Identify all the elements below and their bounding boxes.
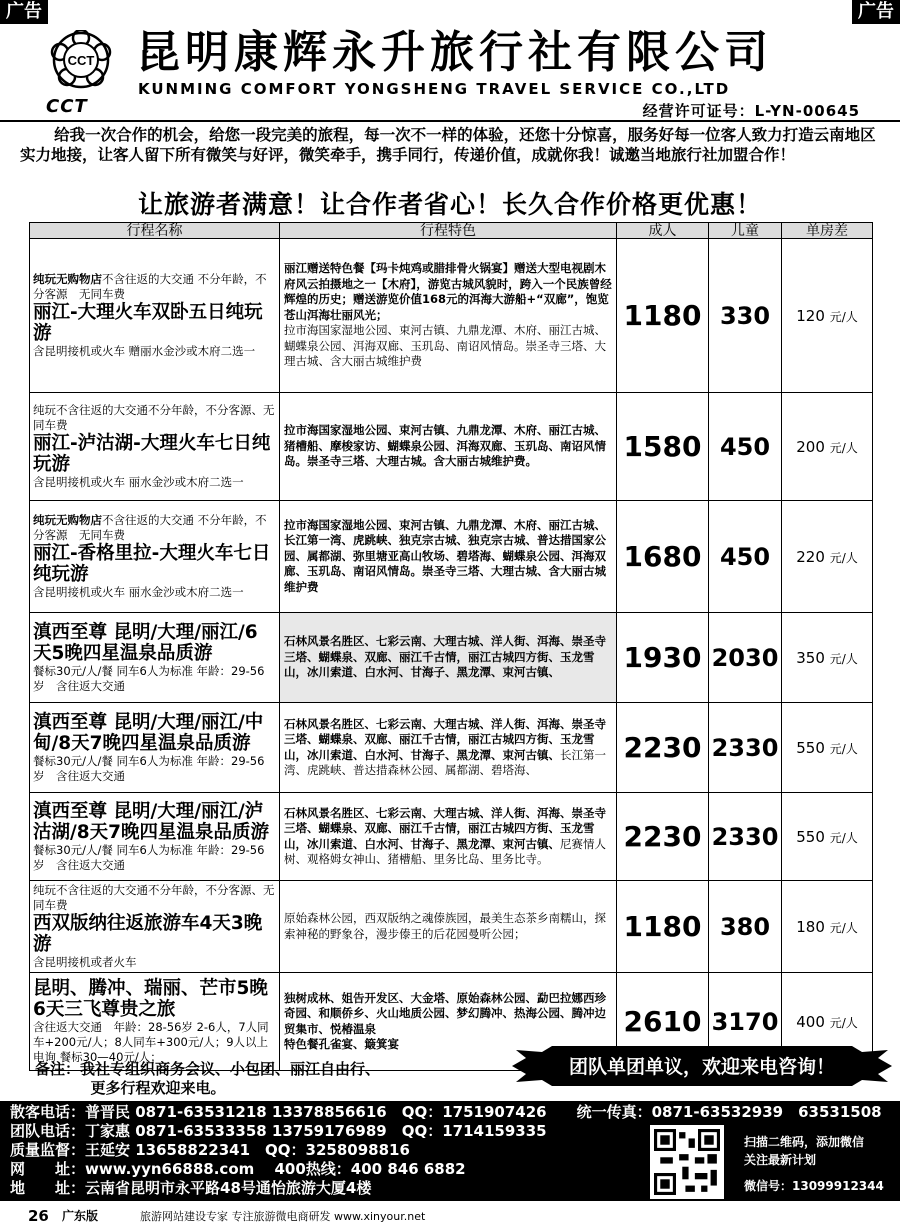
qr-caption: 扫描二维码，添加微信 关注最新计划 微信号：13099912344 (744, 1135, 884, 1193)
table-row: 纯玩不含往返的大交通不分年龄，不分客源、无同车费 西双版纳往返旅游车4天3晚游 含昆明接机或者火车 原始森林公园，西双版纳之魂傣族园，最美生态茶乡南糯山，探索神秘的野象谷，漫步傣王的后花园曼听公园； 1180 380 180 元/人 (30, 881, 873, 973)
single-supplement: 400 元/人 (782, 973, 873, 1071)
adult-price: 2230 (617, 703, 709, 793)
child-price: 2330 (709, 703, 782, 793)
adult-price: 2230 (617, 793, 709, 881)
group-inquiry-banner (512, 1046, 892, 1086)
table-row: 滇西至尊 昆明/大理/丽江/6天5晚四星温泉品质游 餐标30元/人/餐 同车6人为标准 年龄：29-56岁 含往返大交通 石林风景名胜区、七彩云南、大理古城、洋人街、洱海、崇圣寺三塔、蝴蝶泉、双廊、丽江千古情，丽江古城四方街、玉龙雪山，冰川索道、白水河、甘海子、黑龙潭、束河古镇、 1930 2030 350 元/人 (30, 613, 873, 703)
qr-code-icon (650, 1125, 724, 1199)
ad-label-right: 广告 (852, 0, 900, 24)
tour-title: 昆明、腾冲、瑞丽、芒市5晚6天三飞尊贵之旅 (33, 978, 268, 1020)
quality-supervision: 质量监督：王延安 13658822341 QQ：3258098816 (10, 1141, 410, 1159)
child-price: 450 (709, 393, 782, 501)
itinerary-table (29, 222, 873, 1071)
single-supplement: 350 元/人 (782, 613, 873, 703)
tour-title: 丽江-泸沽湖-大理火车七日纯玩游 (33, 433, 271, 475)
company-name-cn: 昆明康辉永升旅行社有限公司 (136, 27, 773, 78)
logo-cct-text: CCT (46, 96, 88, 117)
svg-text:CCT: CCT (67, 53, 95, 68)
col-header-name: 行程名称 (30, 223, 280, 239)
page-footer (0, 1203, 900, 1230)
col-header-child: 儿童 (709, 223, 782, 239)
edition-label: 广东版 (62, 1209, 99, 1223)
child-price: 3170 (709, 973, 782, 1071)
table-header (30, 223, 873, 239)
intro-invite: 诚邀当地旅行社加盟合作！ (609, 145, 796, 164)
remarks: 备注：我社专组织商务会议、小包团、丽江自由行、 更多行程欢迎来电。 (35, 1060, 381, 1097)
tour-title: 滇西至尊 昆明/大理/丽江/中甸/8天7晚四星温泉品质游 (33, 711, 264, 754)
contact-footer (0, 1101, 900, 1201)
retail-phone: 散客电话：普晋民 0871-63531218 13378856616 QQ：1751907426 统一传真：0871-63532939 63531508 (10, 1103, 882, 1121)
table-row: 纯玩不含往返的大交通不分年龄，不分客源、无同车费 丽江-泸沽湖-大理火车七日纯玩游 含昆明接机或火车 丽水金沙或木府二选一 拉市海国家湿地公园、束河古镇、九鼎龙潭、木府、丽江古城、猪槽船、摩梭家访、蝴蝶泉公园、洱海双廊、玉玑岛、南诏风情岛。崇圣寺三塔、大理古城。含大丽古城维护费。 1580 450 200 元/人 (30, 393, 873, 501)
ad-label-left: 广告 (0, 0, 48, 24)
svg-text:团队单团单议，欢迎来电咨询！: 团队单团单议，欢迎来电咨询！ (568, 1056, 836, 1078)
tour-title: 丽江-大理火车双卧五日纯玩游 (33, 302, 263, 344)
child-price: 2030 (709, 613, 782, 703)
single-supplement: 120 元/人 (782, 239, 873, 393)
adult-price: 1580 (617, 393, 709, 501)
adult-price: 2610 (617, 973, 709, 1071)
tour-title: 西双版纳往返旅游车4天3晚游 (33, 913, 263, 955)
child-price: 450 (709, 501, 782, 613)
child-price: 330 (709, 239, 782, 393)
child-price: 380 (709, 881, 782, 973)
page-number: 26 (28, 1207, 49, 1225)
single-supplement: 220 元/人 (782, 501, 873, 613)
col-header-features: 行程特色 (280, 223, 617, 239)
single-supplement: 200 元/人 (782, 393, 873, 501)
company-name-en: KUNMING COMFORT YONGSHENG TRAVEL SERVICE CO.,LTD (138, 80, 731, 98)
table-row: 滇西至尊 昆明/大理/丽江/中甸/8天7晚四星温泉品质游 餐标30元/人/餐 同车6人为标准 年龄：29-56岁 含往返大交通 石林风景名胜区、七彩云南、大理古城、洋人街、洱海、崇圣寺三塔、蝴蝶泉、双廊、丽江千古情，丽江古城四方街、玉龙雪山，冰川索道、白水河、甘海子、黑龙潭、束河古镇、长江第一湾、虎跳峡、普达措森林公园、属都湖、碧塔海、 2230 2330 550 元/人 (30, 703, 873, 793)
table-row: 纯玩无购物店不含往返的大交通 不分年龄，不分客源 无同车费 丽江-香格里拉-大理火车七日纯玩游 含昆明接机或火车 丽水金沙或木府二选一 拉市海国家湿地公园、束河古镇、九鼎龙潭、木府、丽江古城、长江第一湾、虎跳峡、独克宗古城、独克宗古城、普达措国家公园、属都湖、弥里塘亚高山牧场、碧塔海、蝴蝶泉公园、洱海双廊、玉玑岛、南诏风情岛。崇圣寺三塔、大理古城、含大丽古城维护费 1680 450 220 元/人 (30, 501, 873, 613)
adult-price: 1680 (617, 501, 709, 613)
slogan: 让旅游者满意！让合作者省心！长久合作价格更优惠！ (137, 190, 762, 219)
address: 地 址：云南省昆明市永平路48号通怡旅游大厦4楼 (10, 1179, 372, 1197)
group-phone: 团队电话：丁家惠 0871-63533358 13759176989 QQ：1714159335 (10, 1122, 547, 1140)
adult-price: 1180 (617, 239, 709, 393)
header (0, 24, 900, 122)
single-supplement: 550 元/人 (782, 703, 873, 793)
single-supplement: 180 元/人 (782, 881, 873, 973)
tour-title: 滇西至尊 昆明/大理/丽江/6天5晚四星温泉品质游 (33, 621, 258, 664)
table-row: 昆明、腾冲、瑞丽、芒市5晚6天三飞尊贵之旅 含往返大交通 年龄：28-56岁 2-6人，7人同车+200元/人；8人同车+300元/人；9人以上电询 餐标30—40元/人； 独树成林、姐告开发区、大金塔、原始森林公园、勐巴拉娜西珍奇园、和顺侨乡、火山地质公园、梦幻腾冲、热海公园、腾冲边贸集市、悦椿温泉 特色餐孔雀宴、簸箕宴 2610 3170 400 元/人 (30, 973, 873, 1071)
license-number: 经营许可证号：L-YN-00645 (642, 102, 860, 120)
col-header-single: 单房差 (782, 223, 873, 239)
tour-title: 滇西至尊 昆明/大理/丽江/泸沽湖/8天7晚四星温泉品质游 (33, 800, 270, 843)
adult-price: 1180 (617, 881, 709, 973)
intro-paragraph: 给我一次合作的机会，给您一段完美的旅程，每一次不一样的体验，还您十分惊喜，服务好每一位客人致力打造云南地区实力地接，让客人留下所有微笑与好评，微笑牵手，携手同行，传递价值，成就你我！诚邀当地旅行社加盟合作！ (20, 126, 876, 164)
website[interactable]: 网 址：www.yyn66888.com 400热线：400 846 6882 (10, 1160, 466, 1178)
adult-price: 1930 (617, 613, 709, 703)
table-row: 滇西至尊 昆明/大理/丽江/泸沽湖/8天7晚四星温泉品质游 餐标30元/人/餐 同车6人为标准 年龄：29-56岁 含往返大交通 石林风景名胜区、七彩云南、大理古城、洋人街、洱海、崇圣寺三塔、蝴蝶泉、双廊、丽江千古情，丽江古城四方街、玉龙雪山，冰川索道、白水河、甘海子、黑龙潭、束河古镇、尼赛情人树、观格姆女神山、猪槽船、里务比岛、里务比寺。 2230 2330 550 元/人 (30, 793, 873, 881)
single-supplement: 550 元/人 (782, 793, 873, 881)
child-price: 2330 (709, 793, 782, 881)
table-row: 纯玩无购物店不含往返的大交通 不分年龄，不分客源 无同车费 丽江-大理火车双卧五日纯玩游 含昆明接机或火车 赠丽水金沙或木府二选一 丽江赠送特色餐【玛卡炖鸡或腊排骨火锅宴】赠送大型电视剧木府风云拍摄地之一【木府】，游览古城风貌时，跨入一个民族曾经辉煌的历史；赠送游览价值168元的洱海大游船+“双廊”，饱览苍山洱海壮丽风光； 拉市海国家湿地公园、束河古镇、九鼎龙潭、木府、丽江古城、蝴蝶泉公园、洱海双廊、玉玑岛、南诏风情岛。崇圣寺三塔、大理古城、含大丽古城维护费 1180 330 120 元/人 (30, 239, 873, 393)
col-header-adult: 成人 (617, 223, 709, 239)
publisher-text: 旅游网站建设专家 专注旅游微电商研发 www.xinyour.net (140, 1210, 426, 1223)
tour-title: 丽江-香格里拉-大理火车七日纯玩游 (33, 543, 271, 585)
flower-logo-icon (42, 30, 120, 90)
